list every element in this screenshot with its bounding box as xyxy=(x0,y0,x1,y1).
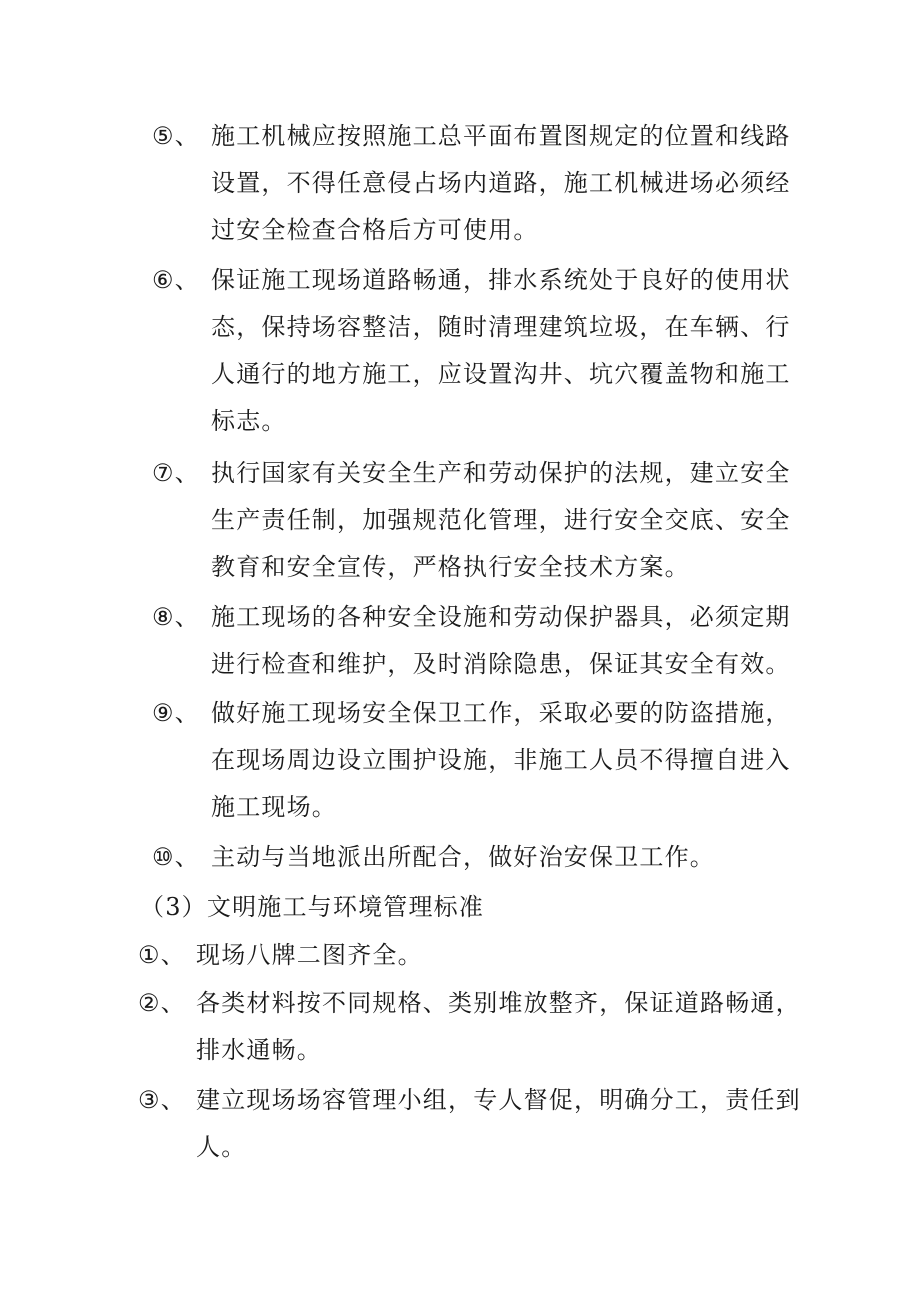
list-marker: ②、 xyxy=(138,989,186,1017)
list-marker: ⑥、 xyxy=(152,266,200,294)
list-item-line: 人通行的地方施工，应设置沟井、坑穴覆盖物和施工 xyxy=(211,360,791,388)
list-item-line: 进行检查和维护，及时消除隐患，保证其安全有效。 xyxy=(211,650,791,678)
list-marker: ⑩、 xyxy=(152,843,200,871)
list-item-line: 主动与当地派出所配合，做好治安保卫工作。 xyxy=(211,843,715,871)
list-item-line: 在现场周边设立围护设施，非施工人员不得擅自进入 xyxy=(211,746,791,774)
list-item-line: 建立现场场容管理小组，专人督促，明确分工，责任到 xyxy=(196,1086,801,1114)
list-item-line: 施工现场的各种安全设施和劳动保护器具，必须定期 xyxy=(211,603,791,631)
list-item-9 xyxy=(152,690,791,831)
list-marker: ⑨、 xyxy=(152,699,200,727)
list-marker: ⑧、 xyxy=(152,603,200,631)
list-item-line: 过安全检查合格后方可使用。 xyxy=(211,216,539,244)
list-marker: ③、 xyxy=(138,1086,186,1114)
list-marker: ⑤、 xyxy=(152,122,200,150)
list-item-line: 各类材料按不同规格、类别堆放整齐，保证道路畅通， xyxy=(196,989,801,1017)
list-item-10 xyxy=(152,834,715,881)
list-item-line: 执行国家有关安全生产和劳动保护的法规，建立安全 xyxy=(211,459,791,487)
list-item-8 xyxy=(152,594,791,688)
list-item-2 xyxy=(138,980,801,1074)
list-item-line: 施工现场。 xyxy=(211,793,337,821)
list-marker: ①、 xyxy=(138,941,186,969)
section-heading: （3）文明施工与环境管理标准 xyxy=(140,893,485,921)
list-item-line: 标志。 xyxy=(211,407,287,435)
list-marker: ⑦、 xyxy=(152,459,200,487)
list-item-line: 生产责任制，加强规范化管理，进行安全交底、安全 xyxy=(211,506,791,534)
list-item-1 xyxy=(138,932,423,979)
list-item-line: 现场八牌二图齐全。 xyxy=(196,941,423,969)
list-item-6 xyxy=(152,257,791,445)
list-item-3 xyxy=(138,1077,801,1171)
list-item-line: 态，保持场容整洁，随时清理建筑垃圾，在车辆、行 xyxy=(211,313,791,341)
list-item-line: 教育和安全宣传，严格执行安全技术方案。 xyxy=(211,553,690,581)
list-item-line: 施工机械应按照施工总平面布置图规定的位置和线路 xyxy=(211,122,791,150)
list-item-line: 设置，不得任意侵占场内道路，施工机械进场必须经 xyxy=(211,169,791,197)
list-item-line: 做好施工现场安全保卫工作，采取必要的防盗措施， xyxy=(211,699,791,727)
list-item-5 xyxy=(152,113,791,254)
list-item-7 xyxy=(152,450,791,591)
list-item-line: 保证施工现场道路畅通，排水系统处于良好的使用状 xyxy=(211,266,791,294)
list-item-line: 排水通畅。 xyxy=(196,1036,322,1064)
list-item-line: 人。 xyxy=(196,1133,247,1161)
